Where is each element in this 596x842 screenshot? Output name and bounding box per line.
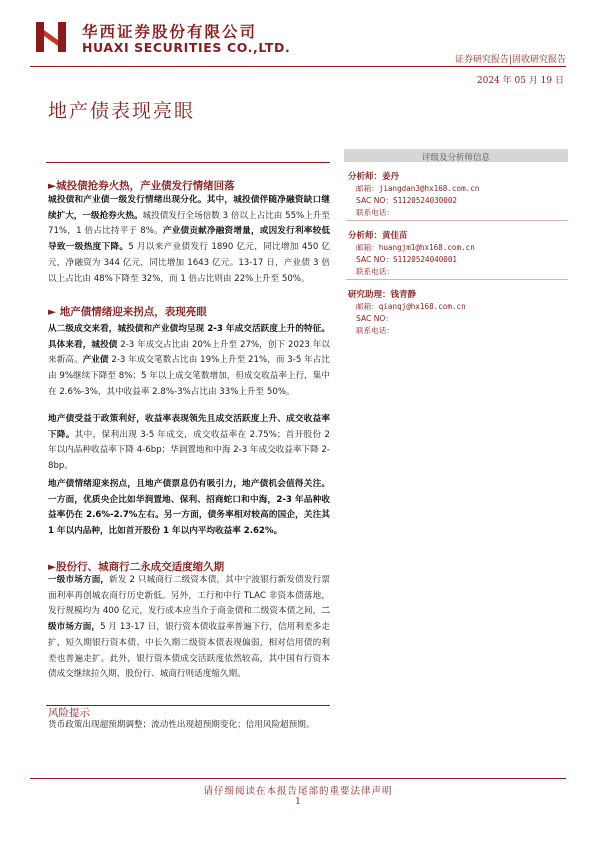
analyst-2-phone: 联系电话： bbox=[356, 267, 394, 276]
emphasis-text: 一级市场方面， bbox=[48, 575, 110, 585]
legal-notice: 请仔细阅读在本报告尾部的重要法律声明 bbox=[203, 786, 393, 797]
analyst-panel-header: 评级及分析师信息 bbox=[421, 153, 490, 163]
analyst-3-name: 研究助理：钱青静 bbox=[348, 290, 417, 300]
body-text: 2-3 年成交占比由 20%上升至 27%，创下 2023 年以来新高。 bbox=[48, 339, 330, 366]
analyst-1-email[interactable]: 邮箱：jiangdan3@hx168.com.cn bbox=[356, 184, 480, 193]
section-2-paragraph-3 bbox=[48, 477, 330, 540]
section-heading-1: ►城投债抢券火热，产业债发行情绪回落 bbox=[48, 180, 235, 192]
left-column-rule bbox=[46, 162, 330, 163]
analyst-3-email[interactable]: 邮箱：qianqj@hx168.com.cn bbox=[356, 302, 466, 311]
emphasis-text: 城投债和产业债一级发行情绪出现分化。其中，城投债伴随净融资缺口继续扩大，一级抢券火热。 bbox=[48, 195, 330, 221]
section-2-paragraph-1 bbox=[48, 322, 330, 401]
analyst-divider bbox=[346, 279, 568, 280]
body-text: 5 月以来产业债发行 1890 亿元，同比增加 450 亿元，净融资为 344 亿元，同比增加 1643 亿元。13-17 日，产业债 3 倍以上占比由 48%下降至 32%，而 1 倍占比则由 22%上升至 50%。 bbox=[48, 242, 330, 284]
body-text: 其中，保利出现 3-5 年成交，成交收益率在 2.75%；首开股份 2 年以内品种收益率下降 4-6bp；华润置地和中海 2-3 年成交收益率下降 2-8bp。 bbox=[48, 429, 330, 472]
risk-title: 风险提示 bbox=[48, 707, 90, 719]
body-text: 新发 2 只城商行二级资本债，其中宁波银行新发债发行票面利率再创城农商行历史新低。另外，工行和中行 TLAC 非资本债落地，发行规模均为 400 亿元，发行成本应当介于商金债和二级资本债之间， bbox=[48, 575, 330, 617]
section-2-paragraph-2 bbox=[48, 412, 330, 475]
emphasis-text: 二级市场方面， bbox=[48, 606, 330, 633]
report-title: 地产债表现亮眼 bbox=[48, 100, 196, 122]
analyst-1-name: 分析师：姜丹 bbox=[348, 172, 400, 182]
analyst-1-sac: SAC NO：S1120524030002 bbox=[356, 196, 458, 205]
analyst-3-phone: 联系电话： bbox=[356, 326, 394, 335]
emphasis-text: 地产债情绪迎来拐点，且地产债票息仍有吸引力，地产债机会值得关注。一方面，优质央企比如华润置地、保利、招商蛇口和中海，2-3 年品种收益率仍在 2.6%-2.7%左右。另一方面，债务率相对较高的国企，关注其 1 年以内品种，比如首开股份 1 年以内平均收益率 2.62%。 bbox=[48, 479, 330, 537]
section-1-paragraph bbox=[48, 193, 330, 287]
risk-body: 货币政策出现超预期调整；流动性出现超预期变化；信用风险超预期。 bbox=[48, 720, 315, 730]
body-text: 5 月 13-17 日，银行资本债收益率普遍下行，信用利差多走扩，短久期银行资本债、中长久期二级资本债表现偏弱，相对信用债的利差也普遍走扩。此外，银行资本债成交活跃度依然较高，其中国有行资本债成交继续拉久期，股份行、城商行则适度缩久期。 bbox=[48, 622, 330, 680]
huaxi-logo-icon bbox=[34, 20, 68, 54]
analyst-1-phone: 联系电话： bbox=[356, 208, 394, 217]
analyst-2-email[interactable]: 邮箱：huangjm1@hx168.com.cn bbox=[356, 243, 475, 252]
body-text: 2-3 年成交笔数占比由 19%上升至 21%，而 3-5 年占比由 9%继续下降至 8%；5 年以上成交笔数增加，但成交收益率上行，集中在 2.6%-3%，其中收益率 2.8%-3%占比由 33%上升至 50%。 bbox=[48, 355, 330, 397]
analyst-divider bbox=[346, 220, 568, 221]
page-number: 1 bbox=[295, 797, 301, 807]
emphasis-text: 产业债 bbox=[82, 355, 109, 366]
section-heading-2: ► 地产债情绪迎来拐点，表现亮眼 bbox=[48, 306, 207, 318]
company-name-cn: 华西证券股份有限公司 bbox=[82, 22, 258, 41]
analyst-2-sac: SAC NO：S1120524040001 bbox=[356, 255, 458, 264]
emphasis-text: 从二级成交来看，城投债和产业债均呈现 2-3 年成交活跃度上升的特征。具体来看，城投债 bbox=[48, 324, 330, 350]
footer-divider bbox=[30, 778, 566, 779]
emphasis-text: 地产债受益于政策利好，收益率表现领先且成交活跃度上升、成交收益率下降。 bbox=[48, 414, 330, 440]
analyst-2-name: 分析师：黄佳苗 bbox=[348, 231, 408, 241]
company-name-en: HUAXI SECURITIES CO.,LTD. bbox=[82, 40, 291, 55]
report-type: 证券研究报告|固收研究报告 bbox=[454, 55, 566, 65]
analyst-3-sac: SAC NO： bbox=[356, 314, 393, 323]
header-divider bbox=[30, 66, 566, 67]
section-3-paragraph bbox=[48, 573, 330, 683]
report-date: 2024 年 05 月 19 日 bbox=[476, 76, 564, 86]
emphasis-text: 产业债贡献净融资增量，或因发行利率较低导致一级热度下降。 bbox=[48, 226, 330, 253]
section-heading-3: ►股份行、城商行二永成交适度缩久期 bbox=[48, 561, 225, 573]
body-text: 城投债发行全场倍数 3 倍以上占比由 55%上升至 71%，1 倍占比持平于 8%。 bbox=[48, 210, 330, 237]
